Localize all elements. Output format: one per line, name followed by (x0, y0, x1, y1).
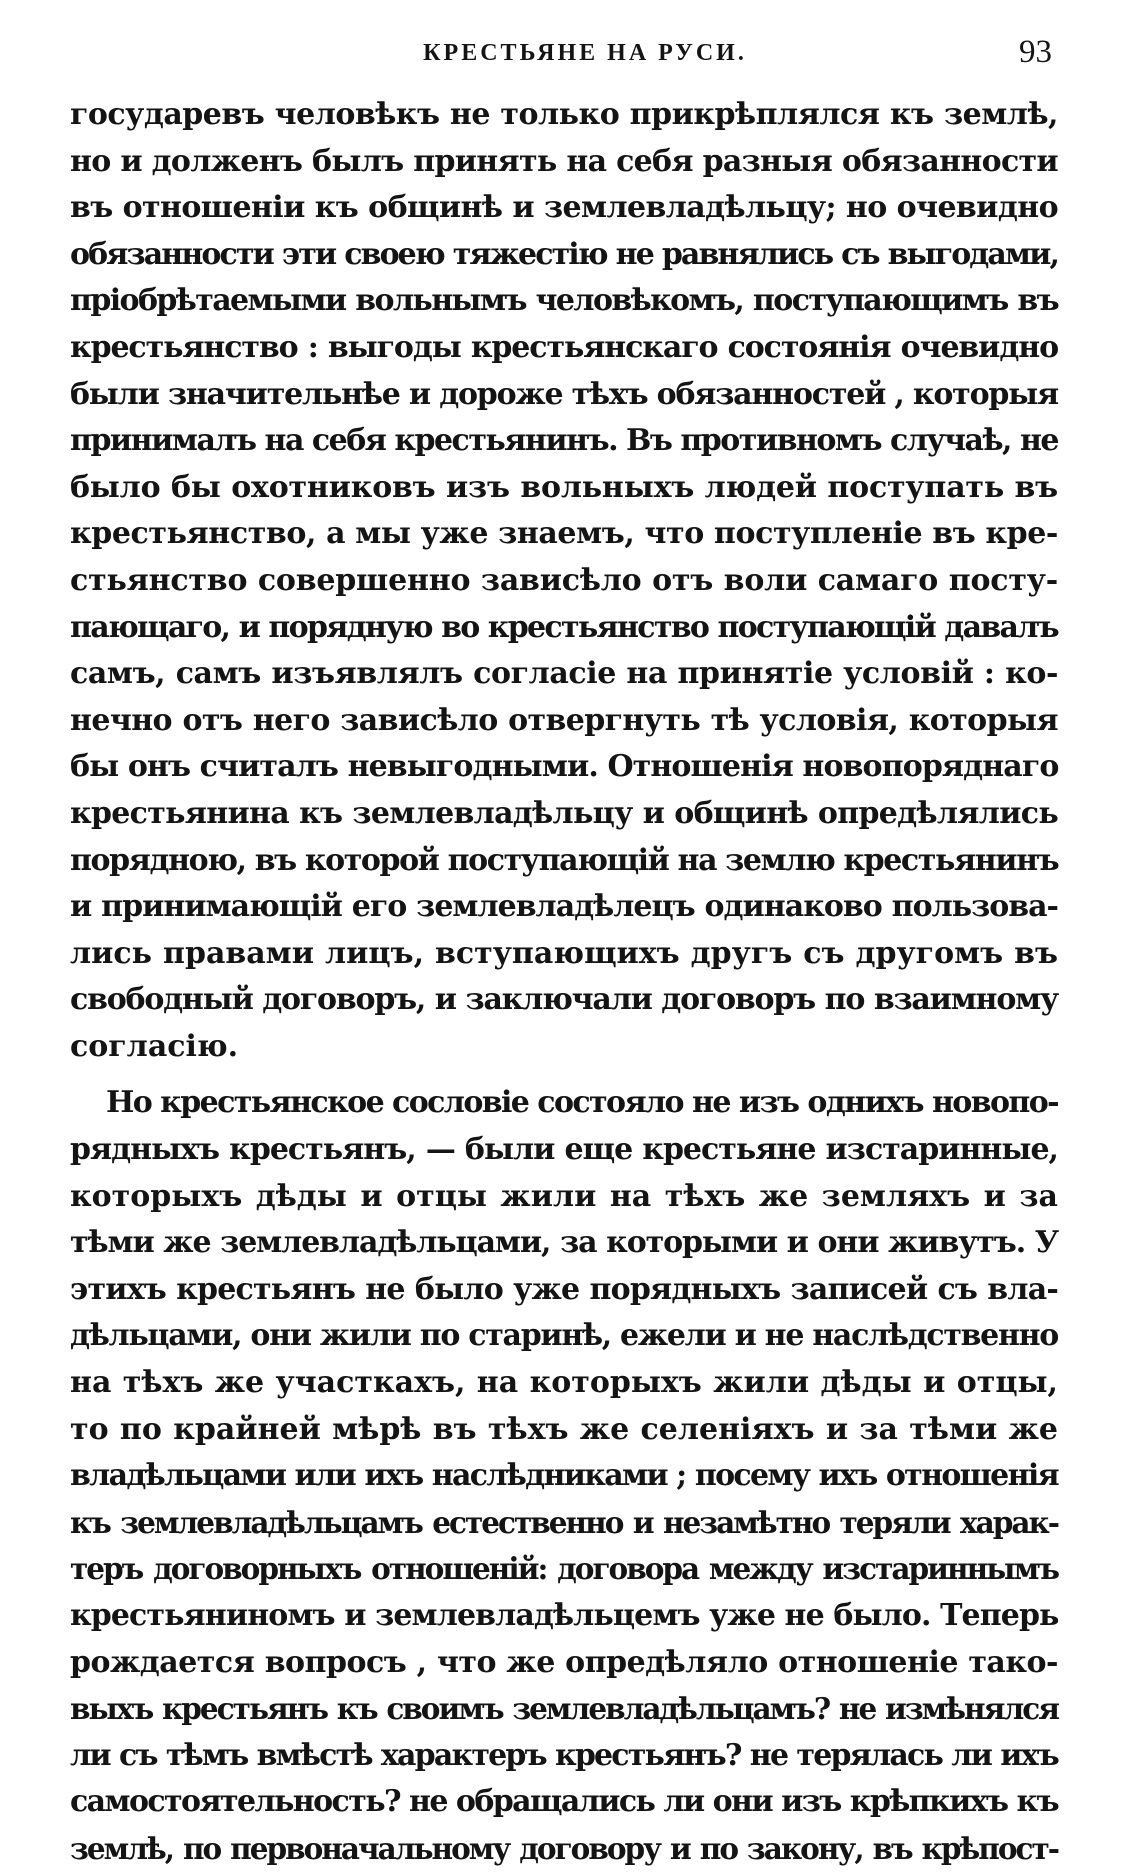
text-line: и принимающій его землевладѣлецъ одинаково пользова- (70, 889, 1058, 925)
text-line: къ землевладѣльцамъ естественно и незамѣтно теряли харак- (70, 1504, 1058, 1540)
text-line: самостоятельность? не обращались ли они изъ крѣпкихъ къ (70, 1784, 1058, 1820)
running-head (70, 34, 1060, 84)
text-line: крестьяниномъ и землевладѣльцемъ уже не было. Теперь (70, 1598, 1059, 1633)
page-number: 93 (1019, 34, 1052, 70)
text-line: тѣми же землевладѣльцами, за которыми и они живутъ. У (70, 1225, 1058, 1261)
text-line: было бы охотниковъ изъ вольныхъ людей поступать въ (70, 469, 1058, 505)
text-line: выхъ крестьянъ къ своимъ землевладѣльцамъ? не измѣнялся (70, 1691, 1058, 1727)
text-line: обязанности эти своею тяжестію не равнялись съ выгодами, (70, 236, 1058, 272)
body-text (70, 92, 1058, 1873)
text-line: этихъ крестьянъ не было уже порядныхъ записей съ вла- (70, 1271, 1058, 1307)
text-line: принималъ на себя крестьянинъ. Въ противномъ случаѣ, не (70, 423, 1058, 459)
text-line: крестьянство, а мы уже знаемъ, что поступленіе въ кре- (70, 516, 1058, 552)
text-line: согласію. (70, 1028, 239, 1064)
text-line: ли съ тѣмъ вмѣстѣ характеръ крестьянъ? не терялась ли ихъ (70, 1737, 1058, 1773)
text-line: рождается вопросъ , что же опредѣляло отношеніе тако- (70, 1644, 1058, 1680)
text-line: рядныхъ крестьянъ, — были еще крестьяне изстаринные, (70, 1132, 1058, 1168)
text-line: теръ договорныхъ отношеній: договора между изстариннымъ (70, 1551, 1058, 1587)
text-line: то по крайней мѣрѣ въ тѣхъ же селеніяхъ и за тѣми же (70, 1411, 1058, 1447)
text-line: на тѣхъ же участкахъ, на которыхъ жили дѣды и отцы, (70, 1365, 1058, 1401)
text-line: которыхъ дѣды и отцы жили на тѣхъ же земляхъ и за (70, 1178, 1058, 1214)
text-line: Но крестьянское сословіе состояло не изъ однихъ новопо- (106, 1085, 1058, 1121)
running-title: КРЕСТЬЯНЕ НА РУСИ. (423, 40, 747, 66)
paragraph-1 (70, 92, 1058, 1070)
text-line: но и долженъ былъ принять на себя разныя обязанности (70, 143, 1058, 179)
paragraph-2 (70, 1080, 1058, 1872)
text-line: нечно отъ него зависѣло отвергнуть тѣ условія, которыя (70, 702, 1058, 738)
text-line: крестьянина къ землевладѣльцу и общинѣ опредѣлялись (70, 795, 1058, 831)
text-line: крестьянство : выгоды крестьянскаго состоянія очевидно (70, 329, 1058, 365)
text-line: государевъ человѣкъ не только прикрѣплялся къ землѣ, (70, 97, 1058, 132)
text-line: лись правами лицъ, вступающихъ другъ съ другомъ въ (70, 935, 1058, 971)
text-line: дѣльцами, они жили по старинѣ, ежели и не наслѣдственно (70, 1318, 1058, 1354)
paragraph-gap (70, 1070, 1058, 1080)
text-line: порядною, въ которой поступающій на землю крестьянинъ (70, 842, 1059, 878)
text-line: пріобрѣтаемыми вольнымъ человѣкомъ, поступающимъ въ (70, 283, 1058, 319)
text-line: въ отношеніи къ общинѣ и землевладѣльцу; но очевидно (70, 190, 1058, 226)
text-line: стьянство совершенно зависѣло отъ воли самаго посту- (70, 562, 1058, 598)
text-line: самъ, самъ изъявлялъ согласіе на принятіе условій : ко- (70, 656, 1058, 692)
text-line: были значительнѣе и дороже тѣхъ обязанностей , которыя (70, 376, 1058, 412)
text-line: землѣ, по первоначальному договору и по закону, въ крѣпост- (70, 1830, 1058, 1866)
text-line: пающаго, и порядную во крестьянство поступающій давалъ (70, 609, 1058, 645)
text-line: бы онъ считалъ невыгодными. Отношенія новопоряднаго (70, 749, 1059, 785)
text-line: свободный договоръ, и заключали договоръ по взаимному (70, 982, 1058, 1018)
text-line: владѣльцами или ихъ наслѣдниками ; посему ихъ отношенія (70, 1458, 1058, 1494)
